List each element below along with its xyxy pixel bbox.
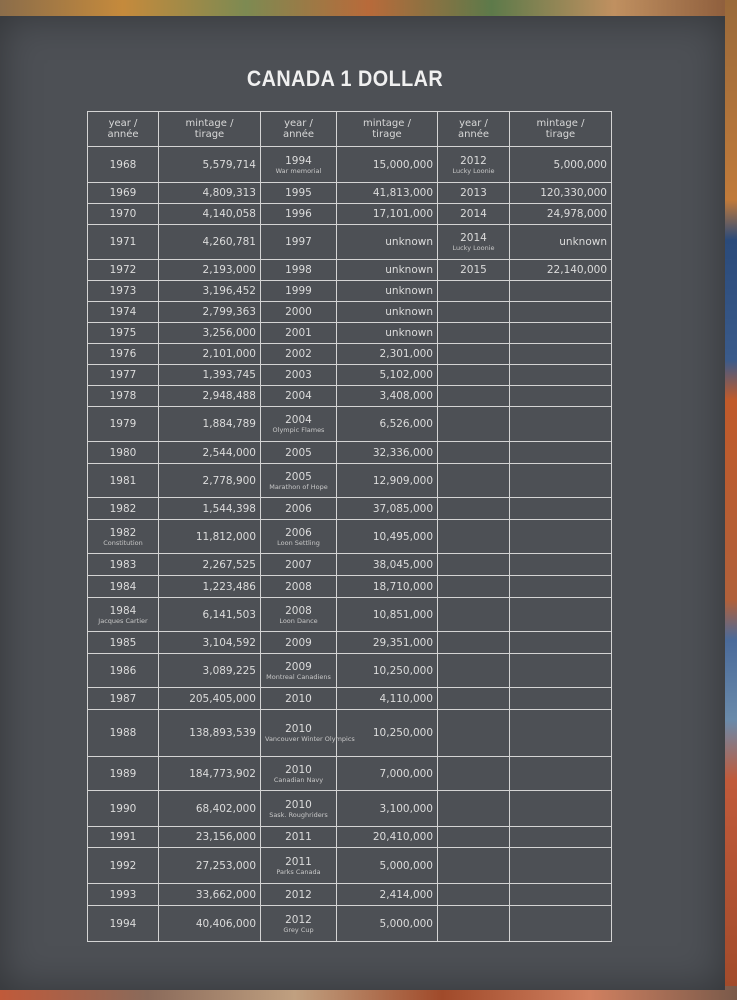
year-cell xyxy=(438,520,510,554)
year-value: 2006 xyxy=(285,526,312,539)
year-cell xyxy=(438,498,510,520)
mintage-cell: 120,330,000 xyxy=(510,183,612,204)
year-value: 1984 xyxy=(109,604,137,617)
mintage-cell: 2,544,000 xyxy=(159,442,261,464)
mintage-cell: unknown xyxy=(337,281,438,302)
mintage-cell: 2,778,900 xyxy=(159,464,261,498)
year-cell xyxy=(438,386,510,407)
mintage-table xyxy=(87,111,612,942)
year-cell xyxy=(88,442,159,464)
mintage-cell: 10,250,000 xyxy=(337,654,438,688)
table-row xyxy=(88,827,612,848)
year-cell xyxy=(438,302,510,323)
table-row xyxy=(88,498,612,520)
year-cell xyxy=(261,791,337,827)
mintage-cell: 3,196,452 xyxy=(159,281,261,302)
year-value: 1991 xyxy=(109,831,137,843)
header-mintage-3: mintage / tirage xyxy=(510,112,612,147)
year-cell xyxy=(438,225,510,260)
year-cell xyxy=(438,710,510,757)
year-value: 1990 xyxy=(109,802,137,815)
year-value: 1981 xyxy=(109,474,137,487)
mintage-cell xyxy=(510,344,612,365)
year-cell xyxy=(438,260,510,281)
year-cell xyxy=(88,791,159,827)
year-value: 1978 xyxy=(109,390,137,402)
year-cell xyxy=(438,204,510,225)
year-cell xyxy=(438,407,510,442)
year-cell xyxy=(88,848,159,884)
year-cell xyxy=(88,598,159,632)
year-value: 2010 xyxy=(285,798,312,811)
year-value: 2010 xyxy=(285,763,312,776)
year-value: 1984 xyxy=(109,580,137,593)
year-cell xyxy=(438,654,510,688)
year-cell xyxy=(438,791,510,827)
year-subtitle: Constitution xyxy=(103,538,143,547)
year-cell xyxy=(261,344,337,365)
mintage-cell: 2,948,488 xyxy=(159,386,261,407)
mintage-cell: 184,773,902 xyxy=(159,757,261,791)
year-cell xyxy=(261,598,337,632)
year-subtitle: Loon Dance xyxy=(279,616,318,625)
mintage-cell: 2,267,525 xyxy=(159,554,261,576)
mintage-cell: 3,256,000 xyxy=(159,323,261,344)
year-value: 2003 xyxy=(285,369,312,381)
year-value: 1970 xyxy=(109,208,137,220)
year-subtitle: Vancouver Winter Olympics xyxy=(265,735,355,743)
mintage-cell xyxy=(510,884,612,906)
table-row xyxy=(88,204,612,225)
mintage-cell: 40,406,000 xyxy=(159,906,261,942)
mintage-cell xyxy=(510,365,612,386)
mintage-cell: 18,710,000 xyxy=(337,576,438,598)
table-row xyxy=(88,344,612,365)
year-subtitle: Lucky Loonie xyxy=(452,244,495,252)
year-cell xyxy=(261,225,337,260)
year-subtitle: Parks Canada xyxy=(276,867,321,876)
year-cell xyxy=(438,183,510,204)
table-row xyxy=(88,464,612,498)
mintage-cell: 3,408,000 xyxy=(337,386,438,407)
year-cell xyxy=(438,554,510,576)
year-value: 1986 xyxy=(109,664,137,677)
year-cell xyxy=(261,260,337,281)
mintage-cell: 11,812,000 xyxy=(159,520,261,554)
year-cell xyxy=(261,365,337,386)
mintage-cell: 1,884,789 xyxy=(159,407,261,442)
year-cell xyxy=(261,710,355,757)
mintage-cell: 10,250,000 xyxy=(337,710,438,757)
year-value: 2006 xyxy=(285,502,312,515)
mintage-cell xyxy=(510,906,612,942)
mintage-cell xyxy=(510,848,612,884)
table-row xyxy=(88,520,612,554)
year-value: 1994 xyxy=(285,154,312,167)
header-mintage-2: mintage / tirage xyxy=(337,112,438,147)
mintage-cell: 2,101,000 xyxy=(159,344,261,365)
header-year-2: year / année xyxy=(261,112,337,147)
year-cell xyxy=(438,906,510,942)
table-row xyxy=(88,554,612,576)
mintage-cell: 5,579,714 xyxy=(159,147,261,183)
year-cell xyxy=(88,344,159,365)
year-cell xyxy=(438,632,510,654)
year-subtitle: Grey Cup xyxy=(283,925,314,934)
mintage-cell: 3,104,592 xyxy=(159,632,261,654)
year-cell xyxy=(438,848,510,884)
year-cell xyxy=(88,576,159,598)
year-cell xyxy=(261,576,337,598)
mintage-cell xyxy=(510,632,612,654)
mintage-cell xyxy=(510,498,612,520)
year-cell xyxy=(438,365,510,386)
mintage-cell: 3,100,000 xyxy=(337,791,438,827)
year-subtitle: Marathon of Hope xyxy=(269,482,328,491)
year-cell xyxy=(88,757,159,791)
year-value: 2002 xyxy=(285,348,312,360)
mintage-cell: 12,909,000 xyxy=(337,464,438,498)
mintage-cell: 6,141,503 xyxy=(159,598,261,632)
mintage-cell: 29,351,000 xyxy=(337,632,438,654)
year-cell xyxy=(88,302,159,323)
year-value: 2009 xyxy=(285,660,312,673)
mintage-cell: 2,799,363 xyxy=(159,302,261,323)
year-subtitle: War memorial xyxy=(275,166,322,175)
mintage-cell: 205,405,000 xyxy=(159,688,261,710)
year-cell xyxy=(88,906,159,942)
year-value: 1974 xyxy=(109,306,137,318)
mintage-cell xyxy=(510,554,612,576)
table-row xyxy=(88,302,612,323)
year-subtitle: Jacques Cartier xyxy=(98,616,148,625)
mintage-cell: 17,101,000 xyxy=(337,204,438,225)
year-value: 2014 xyxy=(460,208,487,220)
table-row xyxy=(88,906,612,942)
year-cell xyxy=(88,225,159,260)
year-value: 1973 xyxy=(109,285,137,297)
year-value: 2012 xyxy=(460,154,487,167)
year-value: 1989 xyxy=(109,767,137,780)
year-value: 1975 xyxy=(109,327,137,339)
year-cell xyxy=(261,386,337,407)
table-row xyxy=(88,791,612,827)
year-cell xyxy=(88,688,159,710)
mintage-cell: 2,301,000 xyxy=(337,344,438,365)
year-value: 1988 xyxy=(109,727,137,739)
year-value: 2005 xyxy=(285,446,312,459)
year-value: 2010 xyxy=(285,692,312,705)
year-cell xyxy=(88,204,159,225)
year-cell xyxy=(88,498,159,520)
mintage-cell: 4,809,313 xyxy=(159,183,261,204)
mintage-cell: 22,140,000 xyxy=(510,260,612,281)
year-cell xyxy=(88,520,159,554)
year-subtitle: Sask. Roughriders xyxy=(269,810,328,819)
mintage-cell xyxy=(510,302,612,323)
year-cell xyxy=(261,407,337,442)
year-value: 2007 xyxy=(285,558,312,571)
year-cell xyxy=(88,710,159,757)
year-cell xyxy=(88,654,159,688)
year-cell xyxy=(261,906,337,942)
mintage-cell: 10,495,000 xyxy=(337,520,438,554)
year-cell xyxy=(261,204,337,225)
year-value: 1977 xyxy=(109,369,137,381)
year-cell xyxy=(261,183,337,204)
year-cell xyxy=(261,498,337,520)
mintage-cell xyxy=(510,598,612,632)
year-value: 2010 xyxy=(285,723,312,735)
year-value: 1972 xyxy=(109,264,137,276)
year-subtitle: Montreal Canadiens xyxy=(266,672,331,681)
year-cell xyxy=(261,827,337,848)
year-cell xyxy=(88,884,159,906)
year-cell xyxy=(261,848,337,884)
header-year-1: year / année xyxy=(88,112,159,147)
year-value: 1971 xyxy=(109,236,137,248)
year-cell xyxy=(88,281,159,302)
year-value: 2005 xyxy=(285,470,312,483)
table-header-row xyxy=(88,112,612,147)
table-row xyxy=(88,386,612,407)
mintage-cell xyxy=(510,323,612,344)
year-cell xyxy=(88,260,159,281)
page-title: CANADA 1 DOLLAR xyxy=(246,66,444,91)
table-row xyxy=(88,884,612,906)
year-cell xyxy=(438,757,510,791)
year-cell xyxy=(88,147,159,183)
year-value: 2011 xyxy=(285,831,312,843)
mintage-cell: 37,085,000 xyxy=(337,498,438,520)
header-mintage-1: mintage / tirage xyxy=(159,112,261,147)
year-subtitle: Canadian Navy xyxy=(273,775,324,784)
table-row xyxy=(88,260,612,281)
table-row xyxy=(88,225,612,260)
table-row xyxy=(88,281,612,302)
table-row xyxy=(88,442,612,464)
year-cell xyxy=(88,183,159,204)
mintage-cell: 41,813,000 xyxy=(337,183,438,204)
year-subtitle: Lucky Loonie xyxy=(452,166,495,175)
year-cell xyxy=(261,442,337,464)
mintage-cell: unknown xyxy=(337,323,438,344)
year-value: 1980 xyxy=(109,446,137,459)
year-cell xyxy=(261,281,337,302)
mintage-cell: 20,410,000 xyxy=(337,827,438,848)
table-row xyxy=(88,598,612,632)
mintage-cell: 27,253,000 xyxy=(159,848,261,884)
mintage-cell: 1,223,486 xyxy=(159,576,261,598)
mintage-cell xyxy=(510,520,612,554)
mintage-cell: 32,336,000 xyxy=(337,442,438,464)
year-cell xyxy=(438,442,510,464)
year-value: 1976 xyxy=(109,348,137,360)
table-body xyxy=(88,147,612,942)
year-cell xyxy=(438,344,510,365)
year-cell xyxy=(438,147,510,183)
mintage-cell xyxy=(510,688,612,710)
mintage-cell xyxy=(510,654,612,688)
year-cell xyxy=(261,302,337,323)
year-value: 2015 xyxy=(460,264,487,276)
year-cell xyxy=(438,576,510,598)
mintage-cell: 6,526,000 xyxy=(337,407,438,442)
year-value: 1993 xyxy=(109,888,137,901)
year-subtitle: Loon Settling xyxy=(277,538,320,547)
year-value: 1985 xyxy=(109,636,137,649)
mintage-cell: 4,140,058 xyxy=(159,204,261,225)
table-row xyxy=(88,757,612,791)
year-value: 1998 xyxy=(285,264,312,276)
year-value: 2008 xyxy=(285,580,312,593)
mintage-cell: 4,260,781 xyxy=(159,225,261,260)
year-cell xyxy=(438,688,510,710)
mintage-cell: 1,544,398 xyxy=(159,498,261,520)
year-cell xyxy=(438,464,510,498)
year-cell xyxy=(261,632,337,654)
year-cell xyxy=(261,654,337,688)
mintage-cell: unknown xyxy=(337,260,438,281)
mintage-cell: 2,193,000 xyxy=(159,260,261,281)
year-cell xyxy=(261,554,337,576)
year-value: 2008 xyxy=(285,604,312,617)
year-value: 1979 xyxy=(109,418,137,430)
mintage-cell xyxy=(510,710,612,757)
mintage-cell xyxy=(510,827,612,848)
table-row xyxy=(88,710,612,757)
table-row xyxy=(88,407,612,442)
mintage-cell xyxy=(510,576,612,598)
year-cell xyxy=(261,323,337,344)
header-year-3: year / année xyxy=(438,112,510,147)
table-row xyxy=(88,365,612,386)
year-value: 2004 xyxy=(285,390,312,402)
year-value: 2012 xyxy=(285,913,312,926)
year-value: 2013 xyxy=(460,187,487,199)
table-row xyxy=(88,688,612,710)
mintage-cell: 2,414,000 xyxy=(337,884,438,906)
table-row xyxy=(88,576,612,598)
mintage-cell: 5,000,000 xyxy=(510,147,612,183)
mintage-cell: 38,045,000 xyxy=(337,554,438,576)
mintage-cell: 4,110,000 xyxy=(337,688,438,710)
year-value: 1983 xyxy=(109,558,137,571)
year-cell xyxy=(88,632,159,654)
mintage-cell xyxy=(510,386,612,407)
mintage-cell: 7,000,000 xyxy=(337,757,438,791)
mintage-cell: 5,000,000 xyxy=(337,906,438,942)
year-value: 2009 xyxy=(285,636,312,649)
year-cell xyxy=(261,147,337,183)
year-cell xyxy=(88,365,159,386)
year-cell xyxy=(438,827,510,848)
year-value: 1968 xyxy=(109,158,137,171)
year-cell xyxy=(261,464,337,498)
mintage-cell: 3,089,225 xyxy=(159,654,261,688)
year-cell xyxy=(261,757,337,791)
year-cell xyxy=(88,323,159,344)
year-value: 2004 xyxy=(285,414,312,426)
year-cell xyxy=(88,407,159,442)
mintage-cell: 5,000,000 xyxy=(337,848,438,884)
mintage-cell: unknown xyxy=(337,302,438,323)
year-cell xyxy=(438,884,510,906)
mintage-cell xyxy=(510,281,612,302)
mintage-cell xyxy=(510,464,612,498)
mintage-cell xyxy=(510,791,612,827)
year-value: 1982 xyxy=(109,526,137,539)
mintage-cell: 5,102,000 xyxy=(337,365,438,386)
year-value: 1994 xyxy=(109,917,137,930)
mintage-cell: 33,662,000 xyxy=(159,884,261,906)
table-row xyxy=(88,654,612,688)
mintage-cell xyxy=(510,407,612,442)
year-value: 1987 xyxy=(109,692,137,705)
table-row xyxy=(88,848,612,884)
mintage-cell: 1,393,745 xyxy=(159,365,261,386)
background-photo-right xyxy=(725,0,737,1000)
year-cell xyxy=(88,827,159,848)
year-value: 2012 xyxy=(285,888,312,901)
year-value: 1997 xyxy=(285,236,312,248)
year-value: 1992 xyxy=(109,859,137,872)
year-cell xyxy=(88,464,159,498)
year-value: 1995 xyxy=(285,187,312,199)
year-cell xyxy=(438,323,510,344)
year-cell xyxy=(261,688,337,710)
year-cell xyxy=(438,281,510,302)
year-cell xyxy=(438,598,510,632)
table-row xyxy=(88,147,612,183)
year-value: 2000 xyxy=(285,306,312,318)
year-cell xyxy=(88,554,159,576)
mintage-cell: 15,000,000 xyxy=(337,147,438,183)
year-subtitle: Olympic Flames xyxy=(272,426,325,434)
mintage-cell xyxy=(510,757,612,791)
table-row xyxy=(88,183,612,204)
year-value: 1969 xyxy=(109,187,137,199)
year-cell xyxy=(88,386,159,407)
mintage-cell: 138,893,539 xyxy=(159,710,261,757)
mintage-cell: 24,978,000 xyxy=(510,204,612,225)
year-cell xyxy=(261,884,337,906)
year-value: 2011 xyxy=(285,855,312,868)
year-value: 1982 xyxy=(109,502,137,515)
table-row xyxy=(88,632,612,654)
mintage-cell: unknown xyxy=(510,225,612,260)
mintage-cell: 68,402,000 xyxy=(159,791,261,827)
year-value: 2001 xyxy=(285,327,312,339)
year-cell xyxy=(261,520,337,554)
year-value: 1996 xyxy=(285,208,312,220)
mintage-cell xyxy=(510,442,612,464)
mintage-cell: 10,851,000 xyxy=(337,598,438,632)
year-value: 2014 xyxy=(460,232,487,244)
mintage-cell: unknown xyxy=(337,225,438,260)
mintage-cell: 23,156,000 xyxy=(159,827,261,848)
table-row xyxy=(88,323,612,344)
year-value: 1999 xyxy=(285,285,312,297)
